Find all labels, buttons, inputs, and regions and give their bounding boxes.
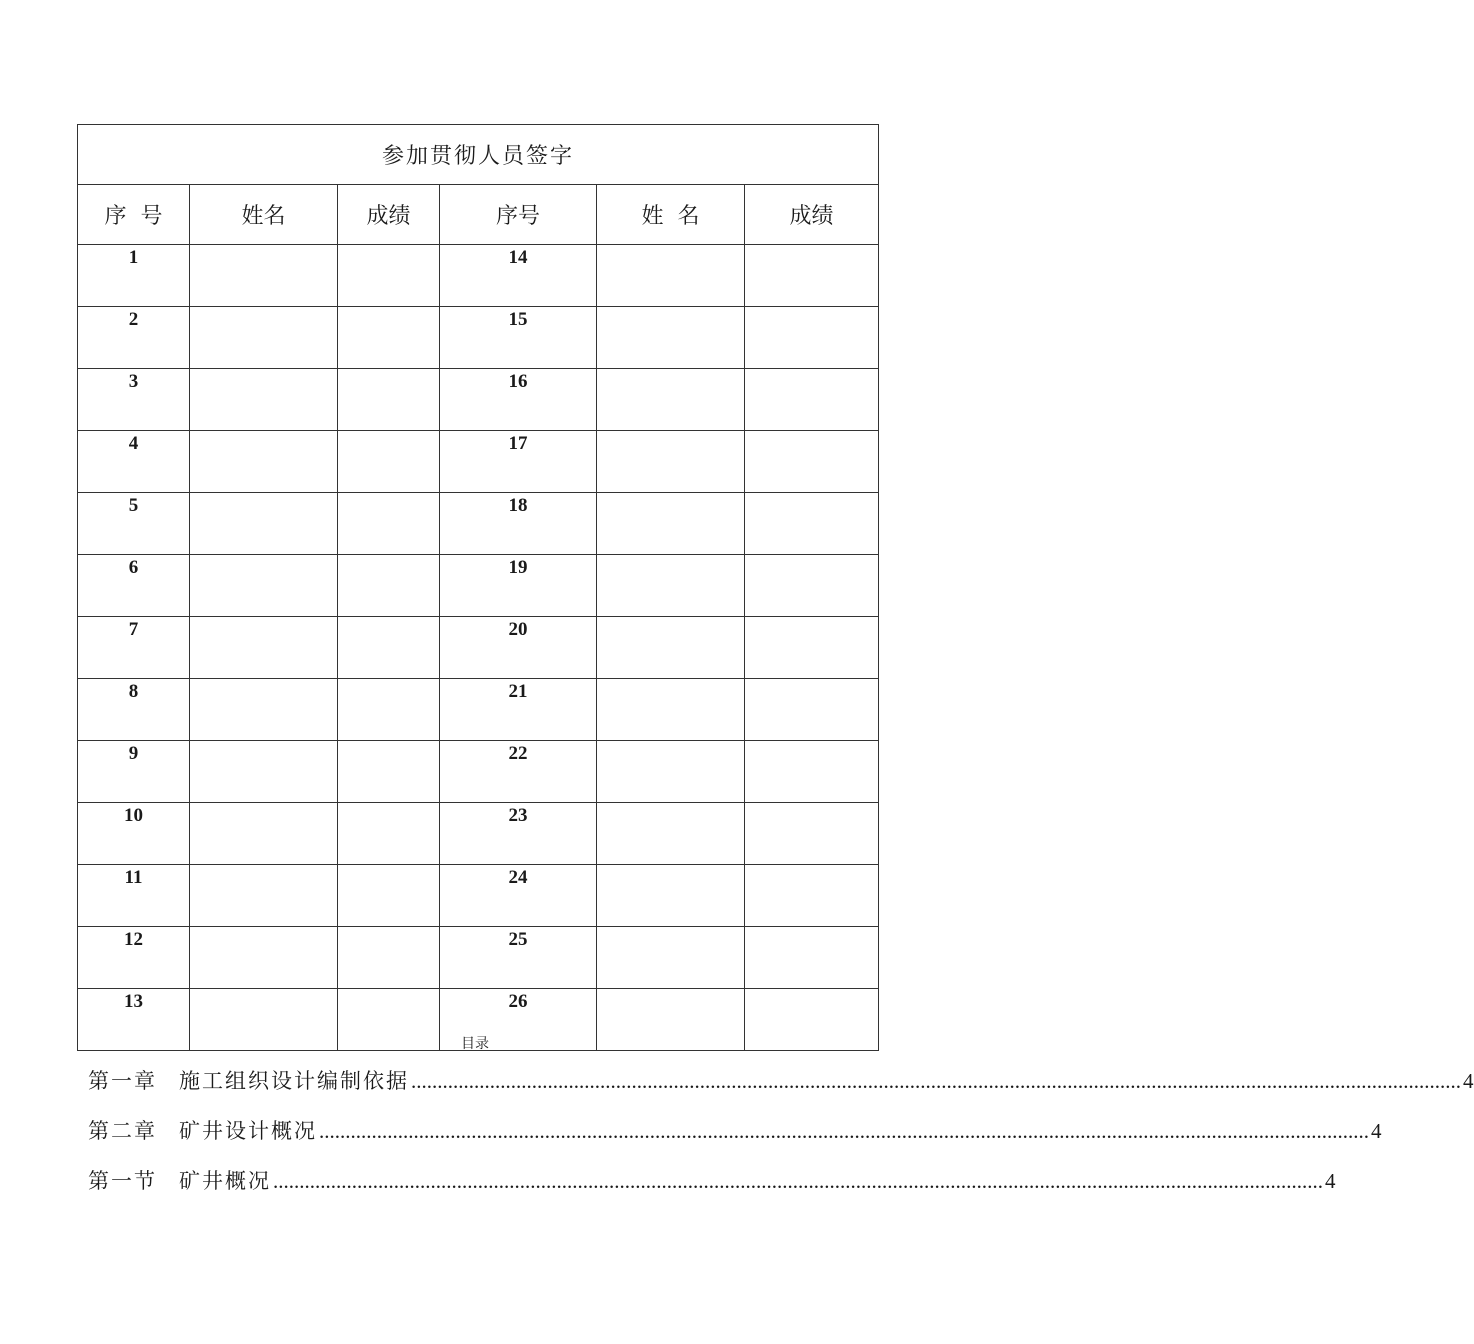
toc-leader-dots: ........................................................................................................................................................................................................ <box>411 1069 1461 1093</box>
index-cell-right: 20 <box>440 617 597 679</box>
name-cell-left[interactable] <box>190 245 338 307</box>
name-cell-right[interactable] <box>597 617 745 679</box>
table-row <box>78 617 879 679</box>
name-cell-left[interactable] <box>190 555 338 617</box>
name-cell-right[interactable] <box>597 493 745 555</box>
table-row <box>78 369 879 431</box>
score-cell-left[interactable] <box>338 245 440 307</box>
score-cell-right[interactable] <box>745 865 879 927</box>
name-cell-right[interactable] <box>597 865 745 927</box>
name-cell-right[interactable] <box>597 431 745 493</box>
index-cell-left: 7 <box>78 617 190 679</box>
name-cell-left[interactable] <box>190 431 338 493</box>
index-cell-right: 17 <box>440 431 597 493</box>
table-row <box>78 741 879 803</box>
header-index-right: 序号 <box>440 185 597 245</box>
toc-page-number: 4 <box>1325 1169 1336 1193</box>
name-cell-right[interactable] <box>597 741 745 803</box>
score-cell-left[interactable] <box>338 679 440 741</box>
index-cell-left: 5 <box>78 493 190 555</box>
toc-leader-dots: ........................................................................................................................................................................................................ <box>273 1169 1323 1193</box>
index-cell-left: 9 <box>78 741 190 803</box>
score-cell-right[interactable] <box>745 431 879 493</box>
name-cell-right[interactable] <box>597 245 745 307</box>
index-cell-right: 21 <box>440 679 597 741</box>
score-cell-left[interactable] <box>338 617 440 679</box>
table-row <box>78 865 879 927</box>
toc-title: 矿井设计概况 <box>179 1119 317 1143</box>
name-cell-left[interactable] <box>190 803 338 865</box>
index-cell-left: 1 <box>78 245 190 307</box>
index-cell-right: 23 <box>440 803 597 865</box>
name-cell-left[interactable] <box>190 369 338 431</box>
score-cell-left[interactable] <box>338 741 440 803</box>
index-cell-left: 10 <box>78 803 190 865</box>
index-cell-right: 24 <box>440 865 597 927</box>
index-cell-right: 19 <box>440 555 597 617</box>
toc-chapter: 第二章 <box>88 1119 157 1143</box>
index-cell-right: 14 <box>440 245 597 307</box>
name-cell-left[interactable] <box>190 741 338 803</box>
header-name-right: 姓 名 <box>597 185 745 245</box>
name-cell-right[interactable] <box>597 369 745 431</box>
score-cell-left[interactable] <box>338 803 440 865</box>
score-cell-right[interactable] <box>745 803 879 865</box>
toc-chapter: 第一章 <box>88 1069 157 1093</box>
table-title: 参加贯彻人员签字 <box>78 125 879 185</box>
name-cell-right[interactable] <box>597 927 745 989</box>
index-cell-left: 8 <box>78 679 190 741</box>
table-row <box>78 493 879 555</box>
score-cell-right[interactable] <box>745 617 879 679</box>
index-cell-left: 3 <box>78 369 190 431</box>
index-cell-left: 6 <box>78 555 190 617</box>
index-cell-right: 15 <box>440 307 597 369</box>
index-cell-left: 11 <box>78 865 190 927</box>
name-cell-left[interactable] <box>190 493 338 555</box>
index-cell-right: 18 <box>440 493 597 555</box>
signature-rows <box>78 245 879 1051</box>
toc-title: 矿井概况 <box>179 1169 271 1193</box>
name-cell-right[interactable] <box>597 803 745 865</box>
index-cell-right: 25 <box>440 927 597 989</box>
score-cell-left[interactable] <box>338 369 440 431</box>
name-cell-right[interactable] <box>597 555 745 617</box>
score-cell-right[interactable] <box>745 741 879 803</box>
signature-table <box>77 124 879 1051</box>
score-cell-left[interactable] <box>338 307 440 369</box>
index-cell-right: 26 <box>440 989 597 1051</box>
name-cell-right[interactable] <box>597 679 745 741</box>
header-score-left: 成绩 <box>338 185 440 245</box>
toc-chapter: 第一节 <box>88 1169 157 1193</box>
toc-page-number: 4 <box>1463 1069 1474 1093</box>
score-cell-right[interactable] <box>745 369 879 431</box>
table-row <box>78 803 879 865</box>
score-cell-right[interactable] <box>745 679 879 741</box>
score-cell-right[interactable] <box>745 555 879 617</box>
index-cell-left: 13 <box>78 989 190 1051</box>
name-cell-right[interactable] <box>597 307 745 369</box>
score-cell-left[interactable] <box>338 865 440 927</box>
score-cell-left[interactable] <box>338 555 440 617</box>
score-cell-left[interactable] <box>338 927 440 989</box>
index-cell-right: 16 <box>440 369 597 431</box>
table-row <box>78 927 879 989</box>
index-cell-left: 12 <box>78 927 190 989</box>
table-row <box>78 307 879 369</box>
name-cell-left[interactable] <box>190 865 338 927</box>
score-cell-right[interactable] <box>745 927 879 989</box>
score-cell-left[interactable] <box>338 493 440 555</box>
score-cell-left[interactable] <box>338 431 440 493</box>
score-cell-right[interactable] <box>745 245 879 307</box>
toc-entry[interactable] <box>88 1115 1382 1145</box>
header-score-right: 成绩 <box>745 185 879 245</box>
score-cell-right[interactable] <box>745 493 879 555</box>
table-row <box>78 555 879 617</box>
table-row <box>78 679 879 741</box>
index-cell-left: 4 <box>78 431 190 493</box>
toc-entry[interactable] <box>88 1165 1336 1195</box>
toc-entry[interactable] <box>88 1065 1474 1095</box>
index-cell-left: 2 <box>78 307 190 369</box>
name-cell-left[interactable] <box>190 927 338 989</box>
table-row <box>78 245 879 307</box>
header-index-left: 序 号 <box>78 185 190 245</box>
name-cell-left[interactable] <box>190 617 338 679</box>
toc-title: 施工组织设计编制依据 <box>179 1069 409 1093</box>
header-name-left: 姓名 <box>190 185 338 245</box>
toc-heading: 目录 <box>461 1036 489 1052</box>
index-cell-right: 22 <box>440 741 597 803</box>
table-row <box>78 431 879 493</box>
name-cell-left[interactable] <box>190 679 338 741</box>
score-cell-right[interactable] <box>745 307 879 369</box>
toc-leader-dots: ........................................................................................................................................................................................................ <box>319 1119 1369 1143</box>
name-cell-left[interactable] <box>190 307 338 369</box>
toc-page-number: 4 <box>1371 1119 1382 1143</box>
